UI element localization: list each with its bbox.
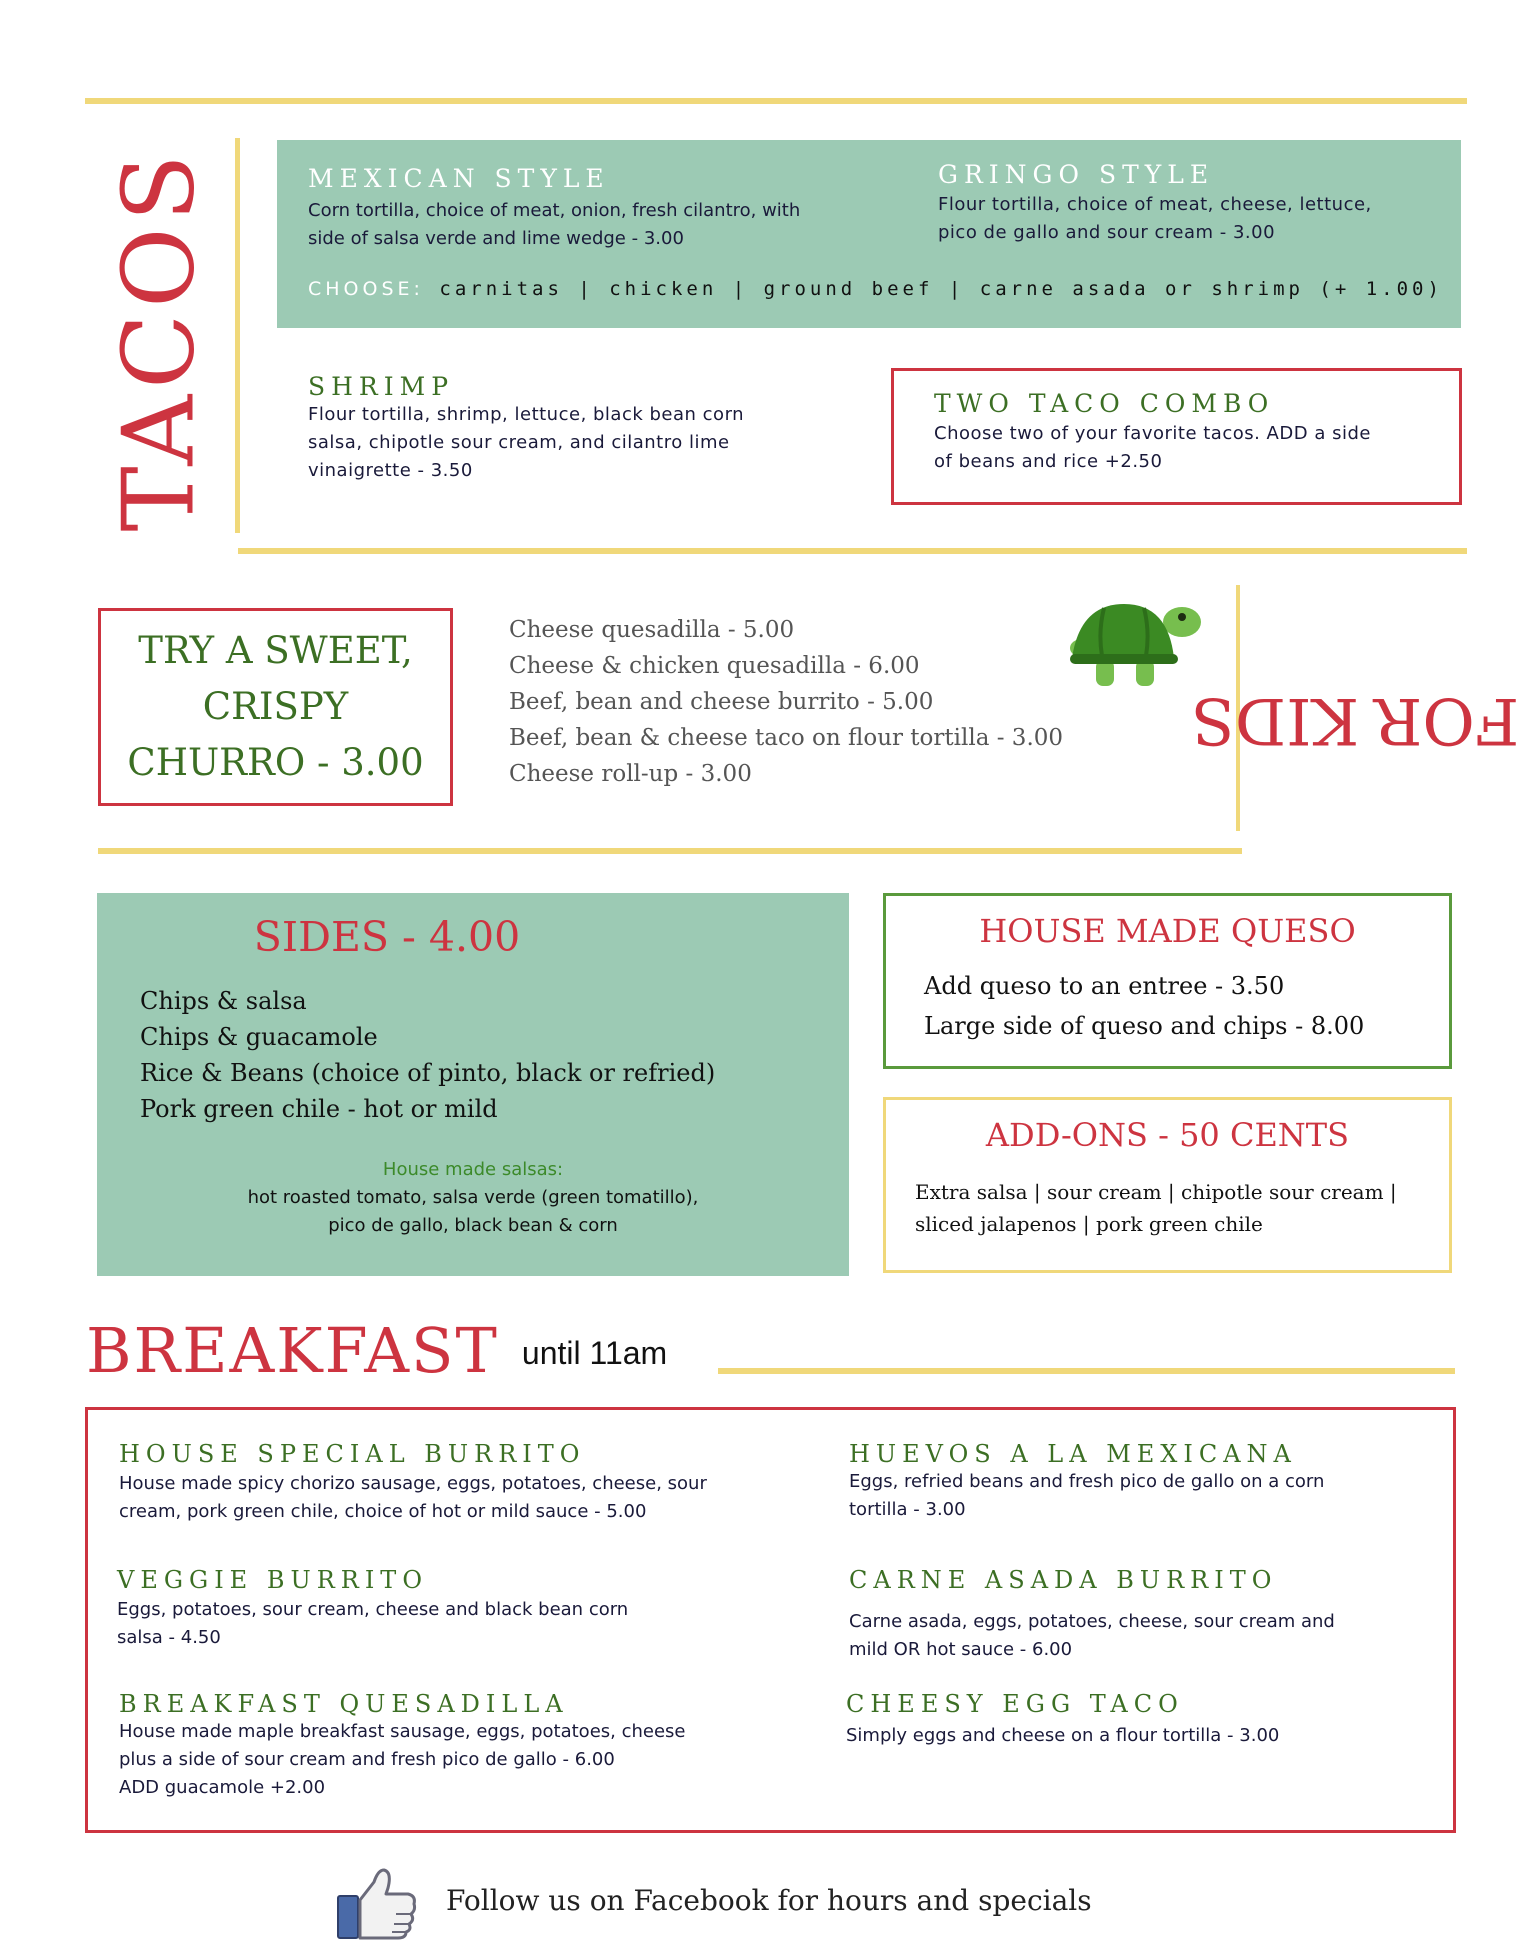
breakfast-divider: [718, 1368, 1455, 1374]
choose-options: carnitas | chicken | ground beef | carne asada or shrimp (+ 1.00): [439, 278, 1443, 300]
shrimp-taco-desc-1: Flour tortilla, shrimp, lettuce, black bean corn: [308, 404, 745, 425]
breakfast-quesadilla-desc-2: plus a side of sour cream and fresh pico de gallo - 6.00: [119, 1749, 615, 1770]
addons-line-1: Extra salsa | sour cream | chipotle sour cream |: [915, 1180, 1397, 1204]
kids-item: Beef, bean and cheese burrito - 5.00: [509, 689, 934, 715]
for-kids-heading: [1190, 595, 1520, 845]
gringo-style: [938, 160, 1372, 247]
kids-item: Cheese quesadilla - 5.00: [509, 617, 795, 643]
kids-item: Beef, bean & cheese taco on flour tortilla - 3.00: [509, 725, 1064, 751]
huevos-a-la-mexicana: [849, 1440, 1324, 1524]
breakfast-quesadilla-desc-3: ADD guacamole +2.00: [119, 1777, 326, 1798]
thumbs-up-icon: [336, 1866, 418, 1940]
cheesy-egg-taco-title: CHEESY EGG TACO: [846, 1690, 1184, 1718]
two-taco-combo-box: [891, 368, 1462, 505]
mexican-style-desc-1: Corn tortilla, choice of meat, onion, fresh cilantro, with: [308, 200, 801, 221]
sides-item: Chips & salsa: [140, 987, 307, 1015]
house-salsas-title: House made salsas:: [382, 1159, 564, 1180]
kids-item: Cheese & chicken quesadilla - 6.00: [509, 653, 920, 679]
shrimp-taco: [308, 372, 744, 485]
addons-line-2: sliced jalapenos | pork green chile: [915, 1212, 1263, 1236]
veggie-burrito-desc-1: Eggs, potatoes, sour cream, cheese and black bean corn: [117, 1599, 629, 1620]
house-special-burrito-title: HOUSE SPECIAL BURRITO: [119, 1440, 586, 1468]
veggie-burrito-desc-2: salsa - 4.50: [117, 1627, 221, 1648]
queso-box: [883, 893, 1452, 1069]
house-salsas: [97, 1156, 849, 1240]
sides-title: SIDES - 4.00: [253, 913, 521, 961]
breakfast-header: [86, 1314, 667, 1387]
carne-asada-burrito: [849, 1566, 1335, 1664]
cheesy-egg-taco: [846, 1690, 1279, 1750]
veggie-burrito-title: VEGGIE BURRITO: [117, 1566, 428, 1594]
house-salsas-line-1: hot roasted tomato, salsa verde (green tomatillo),: [247, 1187, 699, 1208]
shrimp-taco-desc-3: vinaigrette - 3.50: [308, 460, 473, 481]
sides-panel: [97, 893, 849, 1276]
sides-list: [140, 983, 715, 1127]
shrimp-taco-desc-2: salsa, chipotle sour cream, and cilantro lime: [308, 432, 730, 453]
huevos-desc-2: tortilla - 3.00: [849, 1499, 966, 1520]
sides-item: Rice & Beans (choice of pinto, black or refried): [140, 1059, 716, 1087]
breakfast-hours: until 11am: [521, 1335, 668, 1371]
huevos-title: HUEVOS A LA MEXICANA: [849, 1440, 1297, 1468]
breakfast-box: [85, 1407, 1456, 1833]
churro-line-2: CRISPY: [202, 685, 349, 728]
addons-list: [915, 1176, 1397, 1240]
breakfast-quesadilla: [119, 1690, 686, 1802]
house-salsas-line-2: pico de gallo, black bean & corn: [328, 1215, 618, 1236]
tacos-vertical-divider: [235, 138, 240, 533]
taco-styles-panel: [277, 140, 1461, 328]
queso-item: Add queso to an entree - 3.50: [924, 972, 1285, 1000]
two-taco-combo-desc-2: of beans and rice +2.50: [934, 451, 1163, 472]
for-kids-line-1: FOR: [1374, 683, 1520, 757]
gringo-style-desc-2: pico de gallo and sour cream - 3.00: [938, 222, 1276, 243]
veggie-burrito: [117, 1566, 628, 1652]
queso-item: Large side of queso and chips - 8.00: [924, 1012, 1365, 1040]
mexican-style-desc-2: side of salsa verde and lime wedge - 3.00: [308, 228, 684, 249]
turtle-icon: [1052, 598, 1204, 690]
gringo-style-desc-1: Flour tortilla, choice of meat, cheese, lettuce,: [938, 194, 1372, 215]
shrimp-taco-title: SHRIMP: [308, 372, 455, 401]
churro-text: [127, 623, 423, 791]
house-special-burrito-desc-1: House made spicy chorizo sausage, eggs, potatoes, cheese, sour: [119, 1473, 707, 1494]
breakfast-title: BREAKFAST: [86, 1314, 499, 1387]
addons-box: [883, 1097, 1452, 1273]
churro-box: [98, 608, 453, 806]
facebook-follow-text: Follow us on Facebook for hours and specials: [446, 1884, 1092, 1917]
churro-line-1: TRY A SWEET,: [138, 629, 413, 672]
queso-title: HOUSE MADE QUESO: [979, 912, 1356, 950]
mexican-style: [308, 164, 800, 253]
cheesy-egg-taco-desc: Simply eggs and cheese on a flour tortilla - 3.00: [846, 1725, 1280, 1746]
tacos-bottom-divider: [238, 548, 1467, 554]
house-special-burrito-desc-2: cream, pork green chile, choice of hot or mild sauce - 5.00: [119, 1501, 647, 1522]
queso-list: [924, 966, 1364, 1046]
choose-label: CHOOSE:: [308, 278, 424, 300]
two-taco-combo: [934, 389, 1371, 476]
tacos-heading: TACOS: [103, 148, 217, 532]
carne-asada-burrito-title: CARNE ASADA BURRITO: [849, 1566, 1278, 1594]
sides-item: Pork green chile - hot or mild: [140, 1095, 498, 1123]
kids-menu-list: [509, 612, 1063, 792]
two-taco-combo-desc-1: Choose two of your favorite tacos. ADD a side: [934, 423, 1371, 444]
breakfast-quesadilla-title: BREAKFAST QUESADILLA: [119, 1690, 569, 1718]
carne-asada-burrito-desc-1: Carne asada, eggs, potatoes, cheese, sour cream and: [849, 1611, 1335, 1632]
two-taco-combo-title: TWO TACO COMBO: [934, 389, 1275, 418]
carne-asada-burrito-desc-2: mild OR hot sauce - 6.00: [849, 1639, 1073, 1660]
for-kids-line-2: KIDS: [1190, 683, 1360, 757]
top-divider: [85, 98, 1467, 104]
breakfast-quesadilla-desc-1: House made maple breakfast sausage, eggs, potatoes, cheese: [119, 1721, 686, 1742]
churro-line-3: CHURRO - 3.00: [127, 741, 424, 784]
kids-bottom-divider: [98, 848, 1242, 854]
gringo-style-title: GRINGO STYLE: [938, 160, 1215, 189]
sides-item: Chips & guacamole: [140, 1023, 378, 1051]
house-special-burrito: [119, 1440, 707, 1526]
mexican-style-title: MEXICAN STYLE: [308, 164, 610, 193]
addons-title: ADD-ONS - 50 CENTS: [985, 1116, 1350, 1154]
meat-choices: [308, 278, 1443, 300]
kids-item: Cheese roll-up - 3.00: [509, 761, 752, 787]
huevos-desc-1: Eggs, refried beans and fresh pico de gallo on a corn: [849, 1471, 1325, 1492]
